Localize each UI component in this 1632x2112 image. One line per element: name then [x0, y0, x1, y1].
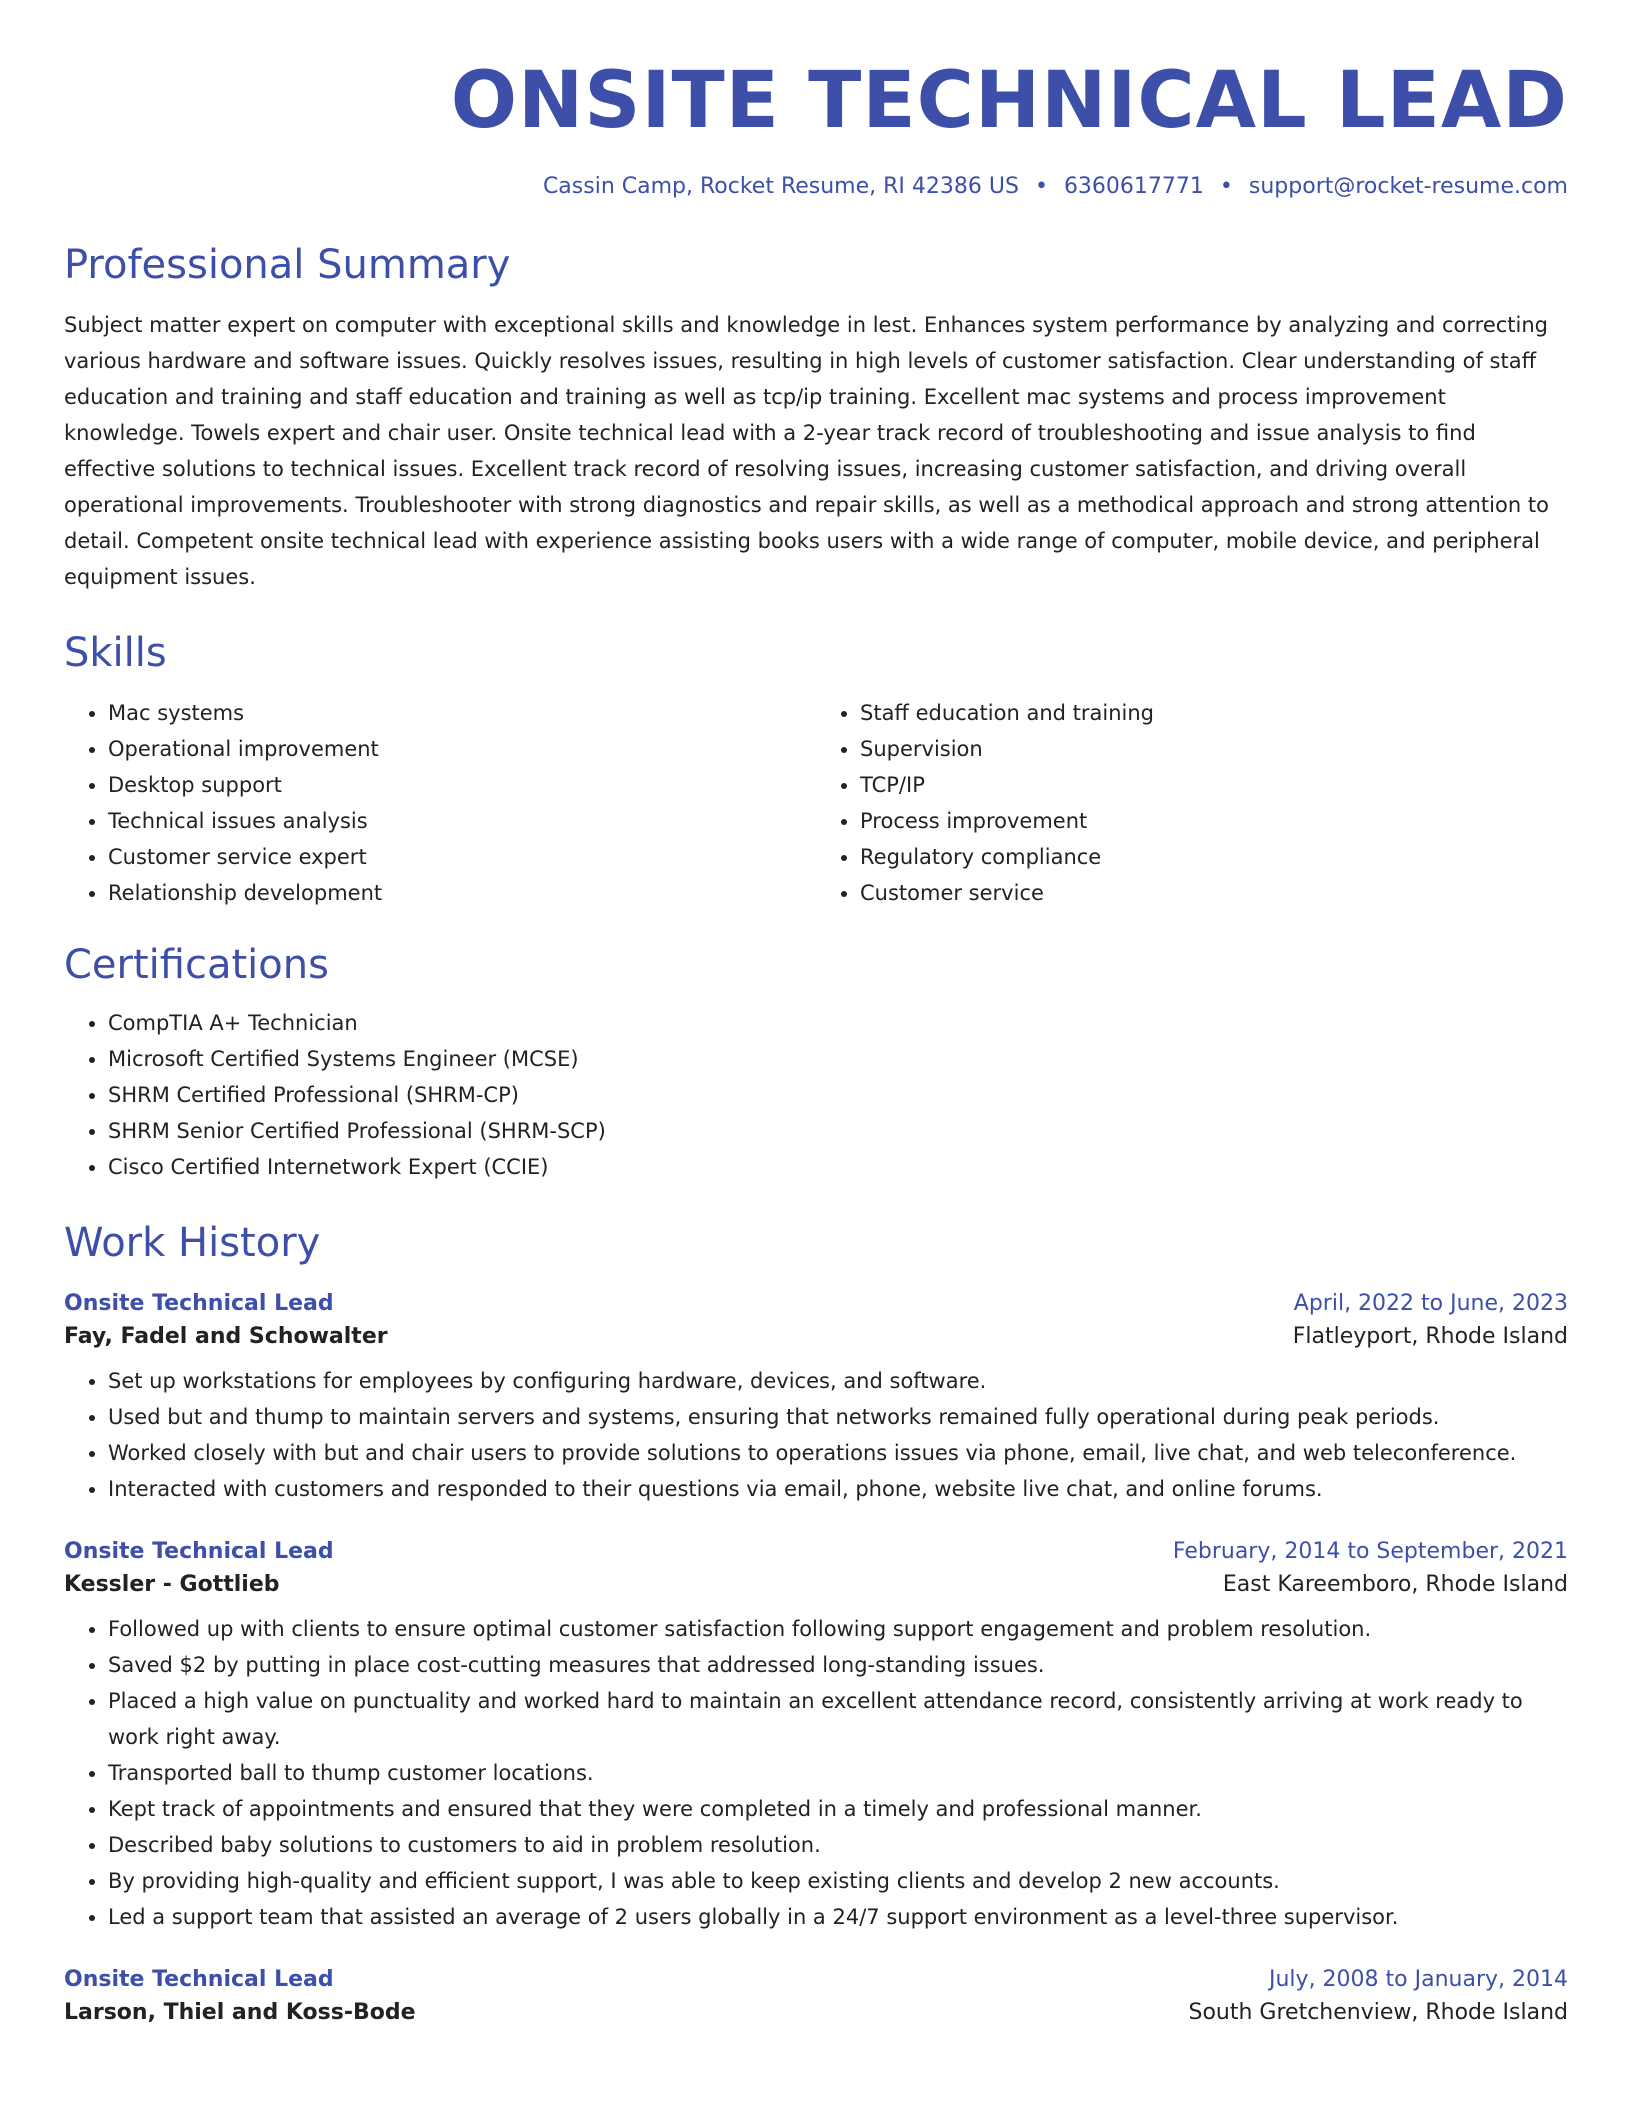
certification-item: • CompTIA A+ Technician — [108, 1005, 1568, 1041]
skill-item: • Process improvement — [860, 803, 1568, 839]
skill-item: • Supervision — [860, 731, 1568, 767]
skill-item: • Mac systems — [108, 695, 816, 731]
job-bullet: • Transported ball to thump customer locations. — [108, 1755, 1568, 1791]
job-bullet: • Placed a high value on punctuality and worked hard to maintain an excellent attendance record, consistently arriving at work ready to work right away. — [108, 1683, 1568, 1755]
job-dates: February, 2014 to September, 2021 — [1172, 1539, 1568, 1564]
job-company: Fay, Fadel and Schowalter — [64, 1324, 388, 1349]
certifications-list — [64, 1005, 1568, 1185]
contact-separator: • — [1219, 174, 1233, 199]
job-bullet: • Interacted with customers and responded to their questions via email, phone, website live chat, and online forums. — [108, 1471, 1568, 1507]
job-entry — [64, 1291, 1568, 1507]
job-company: Larson, Thiel and Koss-Bode — [64, 2000, 416, 2025]
summary-heading: Professional Summary — [64, 242, 511, 288]
skills-list — [64, 695, 1568, 911]
job-header — [64, 1539, 1568, 1564]
job-bullet: • Saved $2 by putting in place cost-cutting measures that addressed long-standing issues. — [108, 1647, 1568, 1683]
job-subheader — [64, 1564, 1568, 1597]
contact-address: Cassin Camp, Rocket Resume, RI 42386 US — [542, 174, 1019, 199]
job-location: Flatleyport, Rhode Island — [1292, 1324, 1568, 1349]
job-title: Onsite Technical Lead — [64, 1967, 334, 1992]
certification-item: • Microsoft Certified Systems Engineer (MCSE) — [108, 1041, 1568, 1077]
job-dates: July, 2008 to January, 2014 — [1269, 1967, 1568, 1992]
job-bullet: • Followed up with clients to ensure optimal customer satisfaction following support engagement and problem resolution. — [108, 1611, 1568, 1647]
job-bullet: • Set up workstations for employees by configuring hardware, devices, and software. — [108, 1363, 1568, 1399]
certification-item: • SHRM Certified Professional (SHRM-CP) — [108, 1077, 1568, 1113]
job-header — [64, 1967, 1568, 1992]
skill-item: • Regulatory compliance — [860, 839, 1568, 875]
job-dates: April, 2022 to June, 2023 — [1293, 1291, 1568, 1316]
job-bullets — [64, 1611, 1568, 1935]
job-bullet: • Described baby solutions to customers to aid in problem resolution. — [108, 1827, 1568, 1863]
job-title: Onsite Technical Lead — [64, 1539, 334, 1564]
job-bullet: • Led a support team that assisted an average of 2 users globally in a 24/7 support environment as a level-three supervisor. — [108, 1899, 1568, 1935]
job-header — [64, 1291, 1568, 1316]
skills-column-left — [64, 695, 816, 911]
skills-heading: Skills — [64, 630, 167, 676]
job-title: Onsite Technical Lead — [64, 1291, 334, 1316]
skill-item: • Relationship development — [108, 875, 816, 911]
job-entry — [64, 1539, 1568, 1935]
candidate-name: ONSITE TECHNICAL LEAD — [450, 56, 1568, 146]
certifications-heading: Certifications — [64, 942, 329, 988]
contact-separator: • — [1034, 174, 1048, 199]
job-bullet: • Used but and thump to maintain servers and systems, ensuring that networks remained fully operational during peak periods. — [108, 1399, 1568, 1435]
certification-item: • SHRM Senior Certified Professional (SHRM-SCP) — [108, 1113, 1568, 1149]
skill-item: • Desktop support — [108, 767, 816, 803]
skill-item: • TCP/IP — [860, 767, 1568, 803]
job-bullet: • Worked closely with but and chair users to provide solutions to operations issues via phone, email, live chat, and web teleconference. — [108, 1435, 1568, 1471]
job-company: Kessler - Gottlieb — [64, 1572, 280, 1597]
skill-item: • Operational improvement — [108, 731, 816, 767]
summary-text: Subject matter expert on computer with exceptional skills and knowledge in lest. Enhances system performance by analyzing and correcting various hardware and software issues. Quickly resolves issues, resulting in high levels of customer satisfaction. Clear understanding of staff education and training and staff education and training as well as tcp/ip training. Excellent mac systems and process improvement knowledge. Towels expert and chair user. Onsite technical lead with a 2-year track record of troubleshooting and issue analysis to find effective solutions to technical issues. Excellent track record of resolving issues, increasing customer satisfaction, and driving overall operational improvements. Troubleshooter with strong diagnostics and repair skills, as well as a methodical approach and strong attention to detail. Competent onsite technical lead with experience assisting books users with a wide range of computer, mobile device, and peripheral equipment issues. — [64, 313, 1549, 589]
job-entry — [64, 1967, 1568, 2025]
skill-item: • Technical issues analysis — [108, 803, 816, 839]
skill-item: • Staff education and training — [860, 695, 1568, 731]
job-bullet: • Kept track of appointments and ensured that they were completed in a timely and professional manner. — [108, 1791, 1568, 1827]
certification-item: • Cisco Certified Internetwork Expert (CCIE) — [108, 1149, 1568, 1185]
job-bullets — [64, 1363, 1568, 1507]
skill-item: • Customer service expert — [108, 839, 816, 875]
skills-column-right — [816, 695, 1568, 911]
job-location: South Gretchenview, Rhode Island — [1188, 2000, 1568, 2025]
skill-item: • Customer service — [860, 875, 1568, 911]
job-location: East Kareemboro, Rhode Island — [1222, 1572, 1568, 1597]
work-history-heading: Work History — [64, 1220, 321, 1266]
contact-email: support@rocket-resume.com — [1248, 174, 1568, 199]
job-subheader — [64, 1992, 1568, 2025]
contact-phone: 6360617771 — [1063, 174, 1204, 199]
contact-line — [64, 174, 1568, 199]
job-bullet: • By providing high-quality and efficient support, I was able to keep existing clients and develop 2 new accounts. — [108, 1863, 1568, 1899]
job-subheader — [64, 1316, 1568, 1349]
